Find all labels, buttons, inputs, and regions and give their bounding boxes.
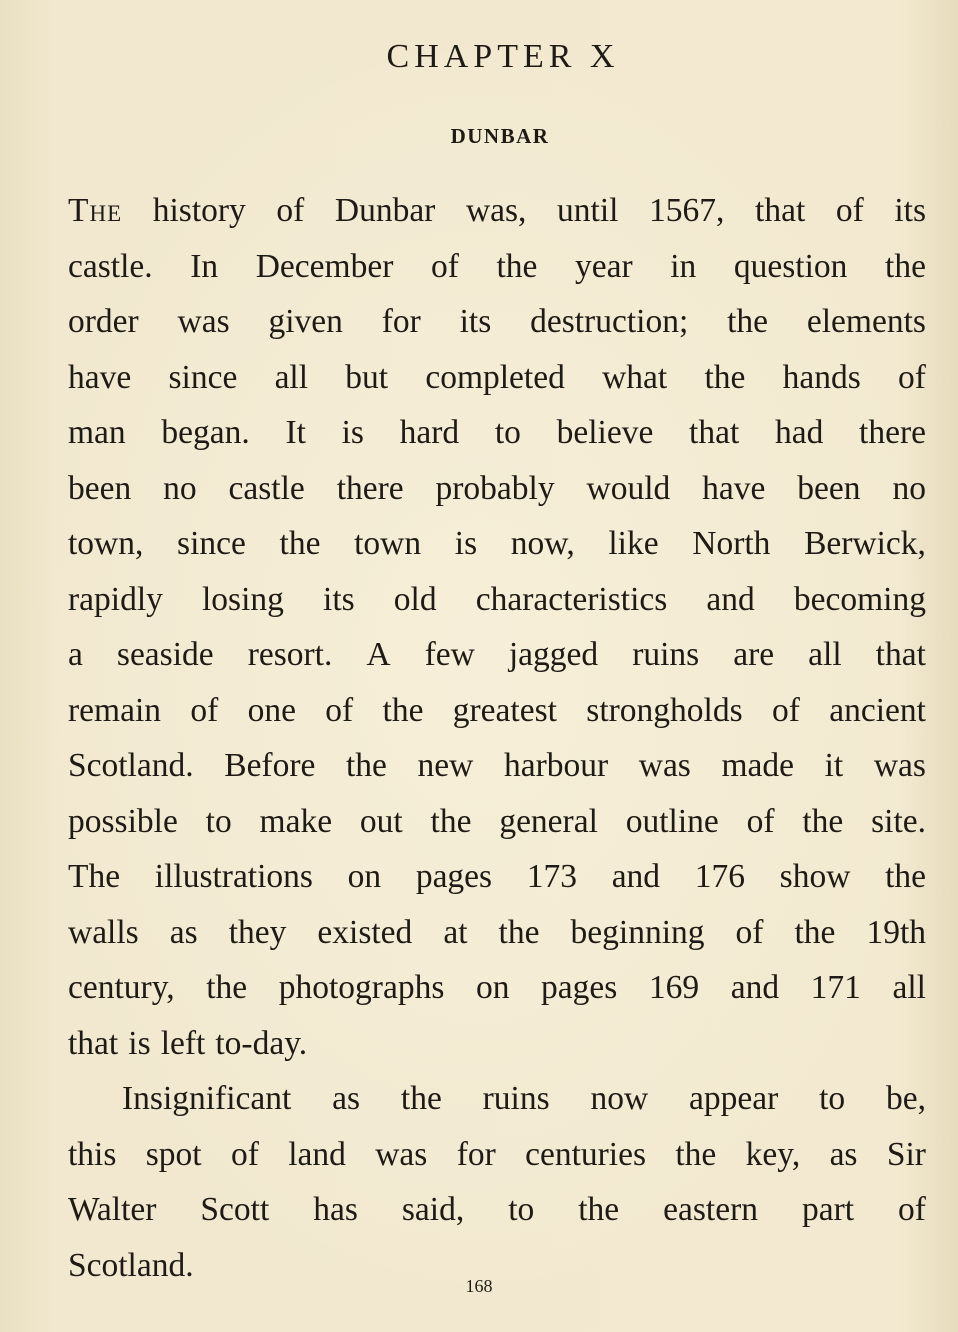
text-line: The history of Dunbar was, until 1567, that of its xyxy=(68,192,926,229)
chapter-subtitle: DUNBAR xyxy=(450,124,550,148)
text-line: Walter Scott has said, to the eastern part of xyxy=(68,1191,926,1228)
text-line: century, the photographs on pages 169 and 171 all xyxy=(68,969,926,1006)
text-line: Scotland. Before the new harbour was made it was xyxy=(68,747,926,784)
text-line: town, since the town is now, like North Berwick, xyxy=(68,525,926,562)
body-text xyxy=(68,183,926,1293)
page-number: 168 xyxy=(465,1276,493,1296)
text-line: castle. In December of the year in question the xyxy=(68,247,926,285)
text-line: a seaside resort. A few jagged ruins are all that xyxy=(68,636,926,673)
text-line: that is left to-day. xyxy=(68,1024,308,1062)
text-line: order was given for its destruction; the elements xyxy=(68,303,926,340)
text-line: man began. It is hard to believe that had there xyxy=(68,414,926,451)
text-line: possible to make out the general outline of the site. xyxy=(68,802,926,840)
text-line: Scotland. xyxy=(68,1246,194,1284)
text-line: have since all but completed what the hands of xyxy=(68,358,926,396)
text-line: The illustrations on pages 173 and 176 show the xyxy=(68,858,926,895)
text-line: walls as they existed at the beginning of the 19th xyxy=(68,913,926,951)
text-line: Insignificant as the ruins now appear to be, xyxy=(122,1080,926,1117)
chapter-heading: CHAPTER X xyxy=(386,38,620,75)
text-line: rapidly losing its old characteristics and becoming xyxy=(68,580,926,618)
text-line: been no castle there probably would have been no xyxy=(68,469,926,507)
text-line: this spot of land was for centuries the key, as Sir xyxy=(68,1135,926,1173)
text-line: remain of one of the greatest strongholds of ancient xyxy=(68,691,926,729)
